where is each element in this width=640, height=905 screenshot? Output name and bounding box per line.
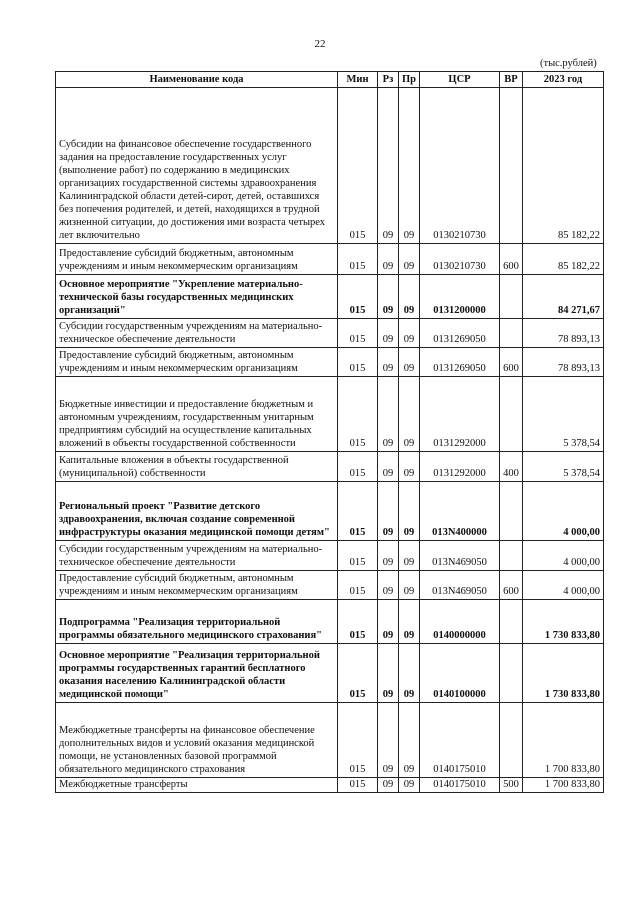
row-name: Региональный проект "Развитие детского здравоохранения, включая создание современной инфраструктуры оказания медицинской помощи детям" bbox=[56, 482, 338, 541]
header-name: Наименование кода bbox=[56, 72, 338, 88]
table-row bbox=[56, 644, 604, 703]
header-rz: Рз bbox=[378, 72, 399, 88]
row-min: 015 bbox=[338, 541, 378, 571]
table-row bbox=[56, 319, 604, 348]
row-name: Субсидии государственным учреждениям на материально-техническое обеспечение деятельности bbox=[56, 319, 338, 348]
row-rz: 09 bbox=[378, 778, 399, 793]
row-rz: 09 bbox=[378, 644, 399, 703]
row-name: Подпрограмма "Реализация территориальной программы обязательного медицинского страхования" bbox=[56, 600, 338, 644]
row-pr: 09 bbox=[399, 644, 420, 703]
row-rz: 09 bbox=[378, 319, 399, 348]
row-min: 015 bbox=[338, 244, 378, 275]
row-csr: 0140175010 bbox=[420, 703, 500, 778]
row-rz: 09 bbox=[378, 452, 399, 482]
row-pr: 09 bbox=[399, 600, 420, 644]
row-vr bbox=[500, 319, 523, 348]
table-row bbox=[56, 452, 604, 482]
row-amount: 1 700 833,80 bbox=[523, 703, 604, 778]
row-vr bbox=[500, 88, 523, 244]
row-csr: 0140175010 bbox=[420, 778, 500, 793]
row-min: 015 bbox=[338, 88, 378, 244]
header-csr: ЦСР bbox=[420, 72, 500, 88]
row-vr bbox=[500, 482, 523, 541]
row-rz: 09 bbox=[378, 571, 399, 600]
row-amount: 1 700 833,80 bbox=[523, 778, 604, 793]
row-vr: 400 bbox=[500, 452, 523, 482]
row-rz: 09 bbox=[378, 348, 399, 377]
row-vr bbox=[500, 275, 523, 319]
row-name: Субсидии государственным учреждениям на материально-техническое обеспечение деятельности bbox=[56, 541, 338, 571]
row-name: Основное мероприятие "Реализация территориальной программы государственных гарантий бесплатного оказания населению Калининградской области медицинской помощи" bbox=[56, 644, 338, 703]
row-amount: 78 893,13 bbox=[523, 348, 604, 377]
row-min: 015 bbox=[338, 348, 378, 377]
row-pr: 09 bbox=[399, 275, 420, 319]
row-vr bbox=[500, 644, 523, 703]
row-amount: 4 000,00 bbox=[523, 571, 604, 600]
row-amount: 85 182,22 bbox=[523, 88, 604, 244]
row-amount: 5 378,54 bbox=[523, 377, 604, 452]
row-rz: 09 bbox=[378, 703, 399, 778]
row-rz: 09 bbox=[378, 600, 399, 644]
table-row bbox=[56, 778, 604, 793]
row-min: 015 bbox=[338, 703, 378, 778]
table-row bbox=[56, 600, 604, 644]
row-min: 015 bbox=[338, 571, 378, 600]
header-vr: ВР bbox=[500, 72, 523, 88]
budget-table bbox=[55, 71, 604, 793]
row-csr: 0140100000 bbox=[420, 644, 500, 703]
row-pr: 09 bbox=[399, 319, 420, 348]
table-row bbox=[56, 541, 604, 571]
row-min: 015 bbox=[338, 644, 378, 703]
table-row bbox=[56, 482, 604, 541]
row-amount: 4 000,00 bbox=[523, 541, 604, 571]
row-rz: 09 bbox=[378, 88, 399, 244]
row-min: 015 bbox=[338, 319, 378, 348]
header-row bbox=[56, 72, 604, 88]
row-pr: 09 bbox=[399, 703, 420, 778]
row-vr bbox=[500, 541, 523, 571]
row-rz: 09 bbox=[378, 541, 399, 571]
row-amount: 78 893,13 bbox=[523, 319, 604, 348]
row-vr bbox=[500, 377, 523, 452]
row-csr: 0131292000 bbox=[420, 452, 500, 482]
table-row bbox=[56, 348, 604, 377]
row-amount: 5 378,54 bbox=[523, 452, 604, 482]
table-row bbox=[56, 88, 604, 244]
row-vr: 600 bbox=[500, 571, 523, 600]
row-min: 015 bbox=[338, 377, 378, 452]
row-csr: 013N469050 bbox=[420, 541, 500, 571]
table-row bbox=[56, 244, 604, 275]
row-min: 015 bbox=[338, 482, 378, 541]
row-amount: 1 730 833,80 bbox=[523, 600, 604, 644]
row-rz: 09 bbox=[378, 244, 399, 275]
row-csr: 0131292000 bbox=[420, 377, 500, 452]
header-min: Мин bbox=[338, 72, 378, 88]
row-rz: 09 bbox=[378, 482, 399, 541]
row-name: Предоставление субсидий бюджетным, автономным учреждениям и иным некоммерческим организациям bbox=[56, 571, 338, 600]
table-row bbox=[56, 377, 604, 452]
row-vr: 600 bbox=[500, 244, 523, 275]
units-label: (тыс.рублей) bbox=[540, 58, 597, 69]
table-row bbox=[56, 703, 604, 778]
row-min: 015 bbox=[338, 452, 378, 482]
row-min: 015 bbox=[338, 778, 378, 793]
row-vr bbox=[500, 600, 523, 644]
row-min: 015 bbox=[338, 275, 378, 319]
header-pr: Пр bbox=[399, 72, 420, 88]
row-pr: 09 bbox=[399, 541, 420, 571]
row-pr: 09 bbox=[399, 88, 420, 244]
row-csr: 0131269050 bbox=[420, 348, 500, 377]
row-name: Основное мероприятие "Укрепление материально-технической базы государственных медицинских организаций" bbox=[56, 275, 338, 319]
row-vr: 600 bbox=[500, 348, 523, 377]
row-name: Бюджетные инвестиции и предоставление бюджетным и автономным учреждениям, государственным унитарным предприятиям субсидий на осуществление капитальных вложений в объекты государственной собственности bbox=[56, 377, 338, 452]
row-name: Предоставление субсидий бюджетным, автономным учреждениям и иным некоммерческим организациям bbox=[56, 244, 338, 275]
row-rz: 09 bbox=[378, 275, 399, 319]
row-amount: 84 271,67 bbox=[523, 275, 604, 319]
row-name: Капитальные вложения в объекты государственной (муниципальной) собственности bbox=[56, 452, 338, 482]
page-number: 22 bbox=[314, 38, 326, 50]
row-csr: 013N400000 bbox=[420, 482, 500, 541]
row-amount: 4 000,00 bbox=[523, 482, 604, 541]
row-min: 015 bbox=[338, 600, 378, 644]
row-amount: 1 730 833,80 bbox=[523, 644, 604, 703]
table-row bbox=[56, 275, 604, 319]
row-vr bbox=[500, 703, 523, 778]
row-pr: 09 bbox=[399, 452, 420, 482]
row-csr: 0131200000 bbox=[420, 275, 500, 319]
row-pr: 09 bbox=[399, 348, 420, 377]
header-amount: 2023 год bbox=[523, 72, 604, 88]
row-csr: 0131269050 bbox=[420, 319, 500, 348]
row-csr: 013N469050 bbox=[420, 571, 500, 600]
row-pr: 09 bbox=[399, 377, 420, 452]
row-pr: 09 bbox=[399, 244, 420, 275]
row-csr: 0130210730 bbox=[420, 88, 500, 244]
row-pr: 09 bbox=[399, 778, 420, 793]
row-name: Предоставление субсидий бюджетным, автономным учреждениям и иным некоммерческим организациям bbox=[56, 348, 338, 377]
row-pr: 09 bbox=[399, 482, 420, 541]
row-csr: 0140000000 bbox=[420, 600, 500, 644]
row-vr: 500 bbox=[500, 778, 523, 793]
row-csr: 0130210730 bbox=[420, 244, 500, 275]
row-amount: 85 182,22 bbox=[523, 244, 604, 275]
row-name: Межбюджетные трансферты на финансовое обеспечение дополнительных видов и условий оказания медицинской помощи, не установленных базовой программой обязательного медицинского страхования bbox=[56, 703, 338, 778]
row-name: Субсидии на финансовое обеспечение государственного задания на предоставление государственных услуг (выполнение работ) по содержанию в медицинских организациях государственной системы здравоохранения Калининградской области детей-сирот, детей, оставшихся без попечения родителей, и детей, находящихся в трудной жизненной ситуации, до достижения ими возраста четырех лет включительно bbox=[56, 88, 338, 244]
row-rz: 09 bbox=[378, 377, 399, 452]
row-name: Межбюджетные трансферты bbox=[56, 778, 338, 793]
row-pr: 09 bbox=[399, 571, 420, 600]
table-row bbox=[56, 571, 604, 600]
